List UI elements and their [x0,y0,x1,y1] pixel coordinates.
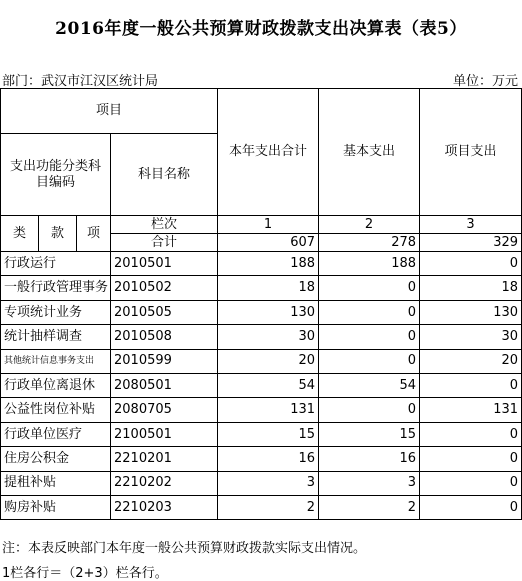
col-header-basic: 基本支出 [319,89,420,216]
row-basic: 3 [319,471,420,495]
row-project: 20 [420,349,522,373]
row-project: 0 [420,495,522,519]
table-row [1,349,522,373]
table-row [1,398,522,422]
row-project: 0 [420,252,522,276]
row-basic: 54 [319,373,420,397]
expenditure-table [0,88,522,520]
row-code: 2080501 [111,373,218,397]
xiang-header: 项 [77,216,111,252]
row-total: 30 [218,325,319,349]
row-code: 2010508 [111,325,218,349]
subject-name-header: 科目名称 [111,134,218,216]
row-name: 住房公积金 [1,447,111,471]
row-basic: 188 [319,252,420,276]
row-basic: 0 [319,349,420,373]
row-code: 2010599 [111,349,218,373]
heji-label: 合计 [111,234,218,252]
row-basic: 0 [319,325,420,349]
table-row [1,447,522,471]
kuan-header: 款 [39,216,77,252]
footnote-1: 注：本表反映部门本年度一般公共预算财政拨款实际支出情况。 [2,541,367,556]
row-code: 2080705 [111,398,218,422]
row-project: 0 [420,373,522,397]
row-name: 行政单位医疗 [1,422,111,446]
row-code: 2210202 [111,471,218,495]
row-total: 15 [218,422,319,446]
row-name: 行政单位离退休 [1,373,111,397]
row-code: 2210203 [111,495,218,519]
lei-header: 类 [1,216,39,252]
table-row [1,495,522,519]
row-total: 54 [218,373,319,397]
unit-label: 单位：万元 [452,74,518,89]
row-name: 统计抽样调查 [1,325,111,349]
row-name: 行政运行 [1,252,111,276]
row-project: 18 [420,276,522,300]
row-name: 购房补贴 [1,495,111,519]
table-row [1,325,522,349]
row-basic: 16 [319,447,420,471]
report-title: 2016年度一般公共预算财政拨款支出决算表（表5） [55,19,467,39]
row-project: 130 [420,300,522,324]
col-index-1: 1 [218,216,319,234]
row-total: 16 [218,447,319,471]
row-code: 2010505 [111,300,218,324]
func-code-header: 支出功能分类科目编码 [1,134,111,216]
row-code: 2100501 [111,422,218,446]
department-label: 部门：武汉市江汉区统计局 [2,74,159,89]
row-basic: 0 [319,398,420,422]
table-row [1,300,522,324]
table-row [1,373,522,397]
row-basic: 15 [319,422,420,446]
row-total: 130 [218,300,319,324]
table-row [1,252,522,276]
table-row [1,422,522,446]
row-total: 3 [218,471,319,495]
table-row [1,276,522,300]
row-project: 131 [420,398,522,422]
row-basic: 0 [319,276,420,300]
row-name: 提租补贴 [1,471,111,495]
col-header-project: 项目支出 [420,89,522,216]
row-project: 0 [420,422,522,446]
row-name: 专项统计业务 [1,300,111,324]
row-total: 18 [218,276,319,300]
row-total: 131 [218,398,319,422]
row-name: 公益性岗位补贴 [1,398,111,422]
heji-total: 607 [218,234,319,252]
row-code: 2010502 [111,276,218,300]
row-code: 2010501 [111,252,218,276]
row-basic: 2 [319,495,420,519]
row-code: 2210201 [111,447,218,471]
row-total: 20 [218,349,319,373]
row-total: 2 [218,495,319,519]
heji-basic: 278 [319,234,420,252]
row-basic: 0 [319,300,420,324]
row-project: 0 [420,447,522,471]
col-header-total: 本年支出合计 [218,89,319,216]
row-name: 一般行政管理事务 [1,276,111,300]
row-name: 其他统计信息事务支出 [1,349,111,373]
heji-project: 329 [420,234,522,252]
footnote-2: 1栏各行＝（2+3）栏各行。 [2,566,168,581]
col-index-2: 2 [319,216,420,234]
row-total: 188 [218,252,319,276]
row-project: 0 [420,471,522,495]
table-row [1,471,522,495]
lanci-label: 栏次 [111,216,218,234]
project-header: 项目 [1,89,218,134]
row-project: 30 [420,325,522,349]
col-index-3: 3 [420,216,522,234]
